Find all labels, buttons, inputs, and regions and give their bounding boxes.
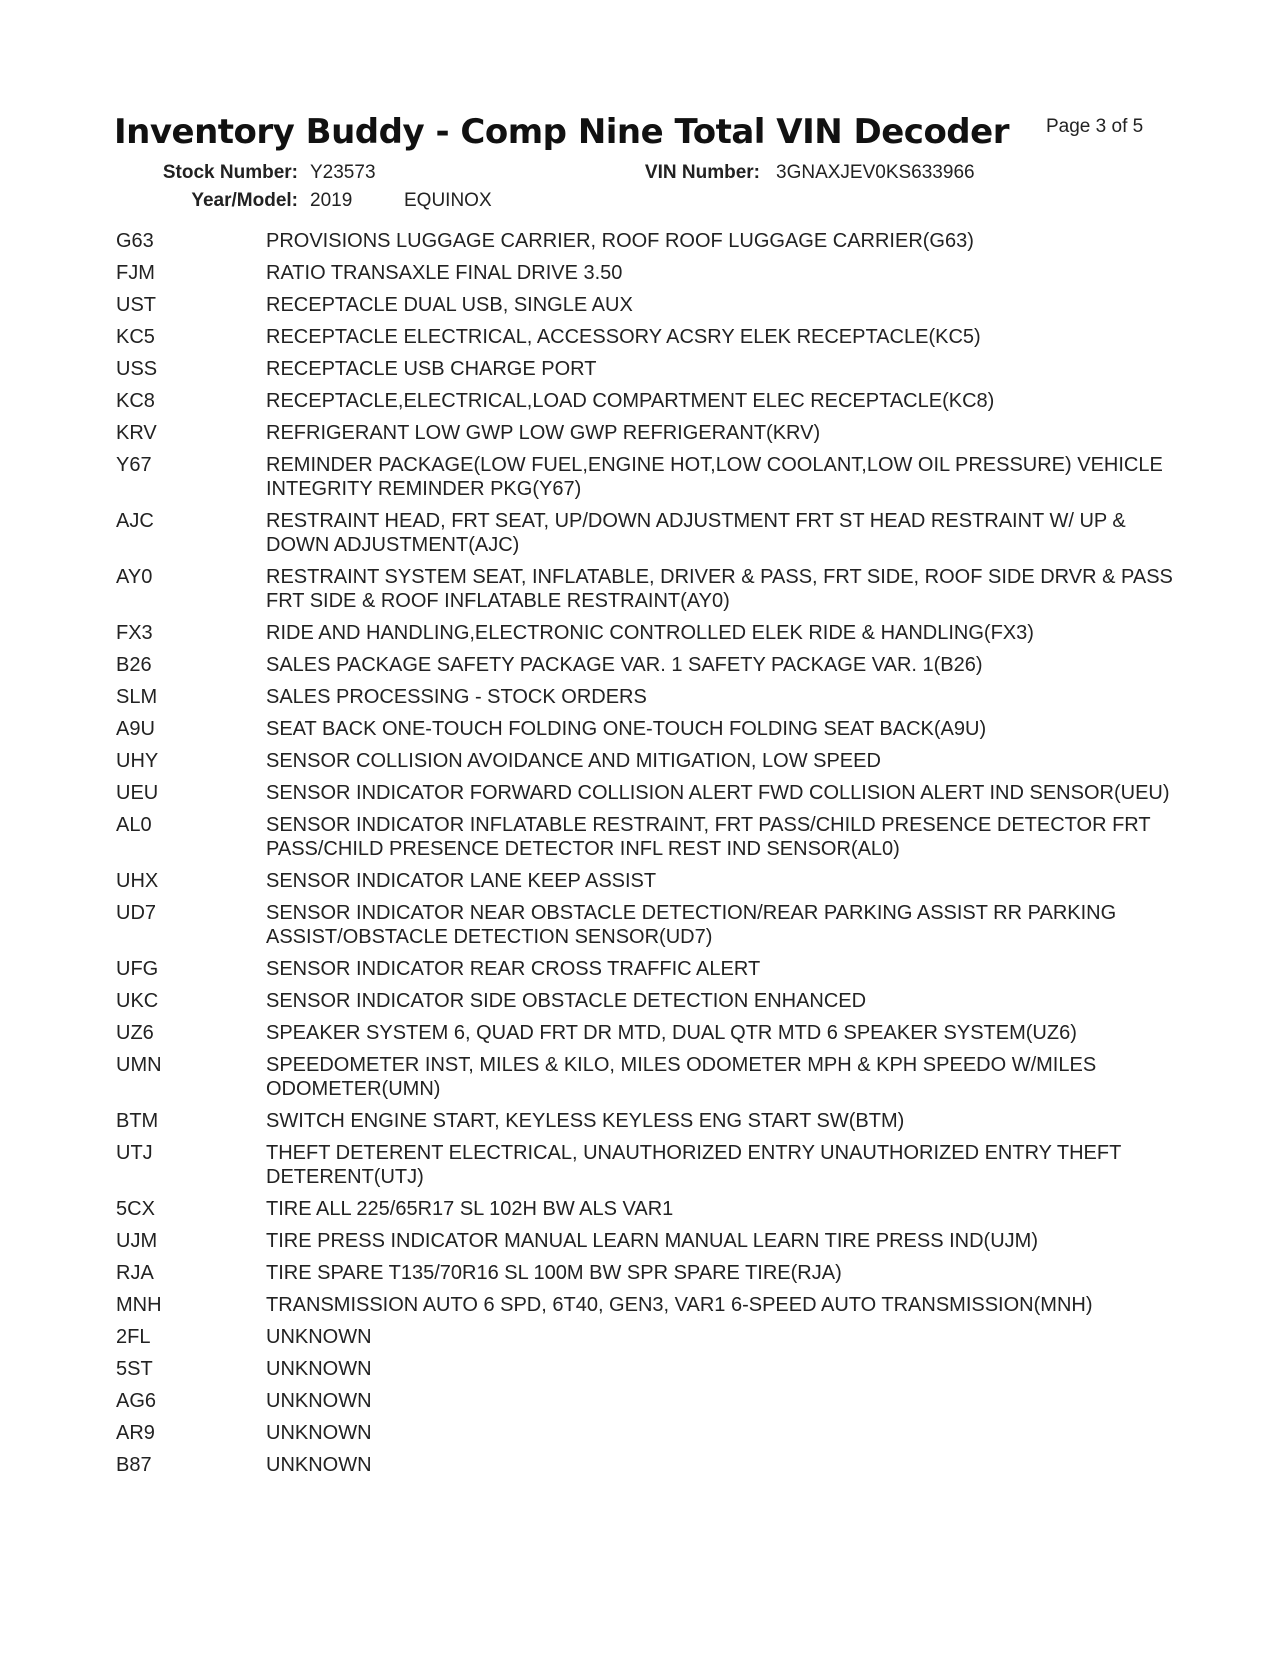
option-code-row bbox=[116, 1021, 1176, 1045]
option-code: AR9 bbox=[116, 1422, 155, 1444]
option-code: G63 bbox=[116, 230, 154, 252]
option-code-row bbox=[116, 989, 1176, 1013]
option-code-row bbox=[116, 1357, 1176, 1381]
option-code: AG6 bbox=[116, 1390, 157, 1412]
option-code-row bbox=[116, 1261, 1176, 1285]
option-description: SENSOR INDICATOR LANE KEEP ASSIST bbox=[266, 870, 657, 892]
stock-number-value: Y23573 bbox=[310, 162, 376, 183]
option-code-row bbox=[116, 685, 1176, 709]
option-description: RECEPTACLE ELECTRICAL, ACCESSORY ACSRY ELEK RECEPTACLE(KC5) bbox=[266, 326, 981, 348]
option-code: 5CX bbox=[116, 1198, 155, 1220]
option-code: B87 bbox=[116, 1454, 152, 1476]
option-code-row bbox=[116, 869, 1176, 893]
vin-number-value: 3GNAXJEV0KS633966 bbox=[776, 162, 975, 183]
option-code-row bbox=[116, 717, 1176, 741]
option-description: SENSOR INDICATOR INFLATABLE RESTRAINT, FRT PASS/CHILD PRESENCE DETECTOR FRT PASS/CHILD PRESENCE DETECTOR INFL REST IND SENSOR(AL0) bbox=[266, 814, 1151, 860]
option-code-row bbox=[116, 1421, 1176, 1445]
model-value: EQUINOX bbox=[404, 190, 492, 211]
option-description: RECEPTACLE,ELECTRICAL,LOAD COMPARTMENT ELEC RECEPTACLE(KC8) bbox=[266, 390, 995, 412]
option-code-row bbox=[116, 389, 1176, 413]
option-code: FX3 bbox=[116, 622, 153, 644]
option-code-row bbox=[116, 229, 1176, 253]
option-description: TIRE PRESS INDICATOR MANUAL LEARN MANUAL LEARN TIRE PRESS IND(UJM) bbox=[266, 1230, 1038, 1252]
option-code: KC8 bbox=[116, 390, 155, 412]
option-description: UNKNOWN bbox=[266, 1422, 372, 1444]
option-code: UD7 bbox=[116, 902, 157, 924]
option-code-row bbox=[116, 901, 1176, 949]
option-code: UHX bbox=[116, 870, 159, 892]
option-description: SENSOR INDICATOR NEAR OBSTACLE DETECTION/REAR PARKING ASSIST RR PARKING ASSIST/OBSTACLE DETECTION SENSOR(UD7) bbox=[266, 902, 1117, 948]
option-description: RECEPTACLE DUAL USB, SINGLE AUX bbox=[266, 294, 633, 316]
option-code: 2FL bbox=[116, 1326, 151, 1348]
year-model-label: Year/Model: bbox=[191, 190, 298, 211]
option-code: UJM bbox=[116, 1230, 158, 1252]
option-code-row bbox=[116, 293, 1176, 317]
option-description: SPEEDOMETER INST, MILES & KILO, MILES ODOMETER MPH & KPH SPEEDO W/MILES ODOMETER(UMN) bbox=[266, 1054, 1097, 1100]
vin-number-label: VIN Number: bbox=[644, 162, 760, 183]
page-number: Page 3 of 5 bbox=[1046, 116, 1144, 137]
option-code-row bbox=[116, 653, 1176, 677]
option-code: AY0 bbox=[116, 566, 153, 588]
option-description: RESTRAINT SYSTEM SEAT, INFLATABLE, DRIVER & PASS, FRT SIDE, ROOF SIDE DRVR & PASS FRT SIDE & ROOF INFLATABLE RESTRAINT(AY0) bbox=[266, 566, 1173, 612]
option-code-row bbox=[116, 957, 1176, 981]
option-description: SENSOR COLLISION AVOIDANCE AND MITIGATION, LOW SPEED bbox=[266, 750, 881, 772]
option-description: REFRIGERANT LOW GWP LOW GWP REFRIGERANT(KRV) bbox=[266, 422, 821, 444]
option-code: SLM bbox=[116, 686, 158, 708]
option-description: UNKNOWN bbox=[266, 1358, 372, 1380]
option-code: USS bbox=[116, 358, 158, 380]
stock-number-label: Stock Number: bbox=[162, 162, 298, 183]
option-code-row bbox=[116, 621, 1176, 645]
option-code-row bbox=[116, 325, 1176, 349]
option-description: SALES PACKAGE SAFETY PACKAGE VAR. 1 SAFETY PACKAGE VAR. 1(B26) bbox=[266, 654, 983, 676]
option-code-row bbox=[116, 565, 1176, 613]
option-code: UST bbox=[116, 294, 156, 316]
option-code-row bbox=[116, 1325, 1176, 1349]
option-code-row bbox=[116, 1293, 1176, 1317]
option-code: UTJ bbox=[116, 1142, 153, 1164]
option-description: SENSOR INDICATOR REAR CROSS TRAFFIC ALERT bbox=[266, 958, 761, 980]
option-code: MNH bbox=[116, 1294, 162, 1316]
year-value: 2019 bbox=[310, 190, 353, 211]
option-description: RESTRAINT HEAD, FRT SEAT, UP/DOWN ADJUSTMENT FRT ST HEAD RESTRAINT W/ UP & DOWN ADJUSTMENT(AJC) bbox=[266, 510, 1126, 556]
option-description: SEAT BACK ONE-TOUCH FOLDING ONE-TOUCH FOLDING SEAT BACK(A9U) bbox=[266, 718, 987, 740]
option-code: UZ6 bbox=[116, 1022, 154, 1044]
option-code-list bbox=[116, 229, 1176, 1485]
option-code-row bbox=[116, 1229, 1176, 1253]
option-code: UKC bbox=[116, 990, 159, 1012]
option-code-row bbox=[116, 261, 1176, 285]
option-code: AL0 bbox=[116, 814, 152, 836]
option-description: SALES PROCESSING - STOCK ORDERS bbox=[266, 686, 647, 708]
option-code: UEU bbox=[116, 782, 159, 804]
option-description: SWITCH ENGINE START, KEYLESS KEYLESS ENG START SW(BTM) bbox=[266, 1110, 905, 1132]
option-description: REMINDER PACKAGE(LOW FUEL,ENGINE HOT,LOW COOLANT,LOW OIL PRESSURE) VEHICLE INTEGRITY REMINDER PKG(Y67) bbox=[266, 454, 1163, 500]
option-code-row bbox=[116, 1109, 1176, 1133]
option-description: RECEPTACLE USB CHARGE PORT bbox=[266, 358, 597, 380]
option-code-row bbox=[116, 1141, 1176, 1189]
option-code-row bbox=[116, 749, 1176, 773]
option-code-row bbox=[116, 1453, 1176, 1477]
option-code: Y67 bbox=[116, 454, 152, 476]
option-code: UFG bbox=[116, 958, 159, 980]
option-description: UNKNOWN bbox=[266, 1454, 372, 1476]
option-description: TIRE ALL 225/65R17 SL 102H BW ALS VAR1 bbox=[266, 1198, 674, 1220]
option-code: KRV bbox=[116, 422, 157, 444]
option-code-row bbox=[116, 357, 1176, 381]
option-description: RATIO TRANSAXLE FINAL DRIVE 3.50 bbox=[266, 262, 623, 284]
option-code: RJA bbox=[116, 1262, 154, 1284]
option-code: AJC bbox=[116, 510, 154, 532]
option-code-row bbox=[116, 1053, 1176, 1101]
option-description: RIDE AND HANDLING,ELECTRONIC CONTROLLED ELEK RIDE & HANDLING(FX3) bbox=[266, 622, 1034, 644]
option-code: 5ST bbox=[116, 1358, 153, 1380]
option-description: UNKNOWN bbox=[266, 1390, 372, 1412]
option-description: SENSOR INDICATOR FORWARD COLLISION ALERT FWD COLLISION ALERT IND SENSOR(UEU) bbox=[266, 782, 1170, 804]
option-description: THEFT DETERENT ELECTRICAL, UNAUTHORIZED ENTRY UNAUTHORIZED ENTRY THEFT DETERENT(UTJ) bbox=[266, 1142, 1121, 1188]
option-description: TIRE SPARE T135/70R16 SL 100M BW SPR SPARE TIRE(RJA) bbox=[266, 1262, 842, 1284]
option-description: SPEAKER SYSTEM 6, QUAD FRT DR MTD, DUAL QTR MTD 6 SPEAKER SYSTEM(UZ6) bbox=[266, 1022, 1077, 1044]
option-code-row bbox=[116, 1389, 1176, 1413]
document-title: Inventory Buddy - Comp Nine Total VIN Decoder bbox=[114, 112, 1009, 152]
option-code-row bbox=[116, 453, 1176, 501]
option-code-row bbox=[116, 781, 1176, 805]
option-description: SENSOR INDICATOR SIDE OBSTACLE DETECTION ENHANCED bbox=[266, 990, 867, 1012]
option-code: FJM bbox=[116, 262, 155, 284]
option-description: PROVISIONS LUGGAGE CARRIER, ROOF ROOF LUGGAGE CARRIER(G63) bbox=[266, 230, 974, 252]
option-code: UHY bbox=[116, 750, 159, 772]
option-code: KC5 bbox=[116, 326, 155, 348]
option-code-row bbox=[116, 813, 1176, 861]
option-code-row bbox=[116, 1197, 1176, 1221]
option-code: A9U bbox=[116, 718, 155, 740]
option-description: UNKNOWN bbox=[266, 1326, 372, 1348]
option-code: B26 bbox=[116, 654, 152, 676]
option-description: TRANSMISSION AUTO 6 SPD, 6T40, GEN3, VAR1 6-SPEED AUTO TRANSMISSION(MNH) bbox=[266, 1294, 1093, 1316]
option-code-row bbox=[116, 421, 1176, 445]
option-code-row bbox=[116, 509, 1176, 557]
option-code: UMN bbox=[116, 1054, 162, 1076]
option-code: BTM bbox=[116, 1110, 159, 1132]
